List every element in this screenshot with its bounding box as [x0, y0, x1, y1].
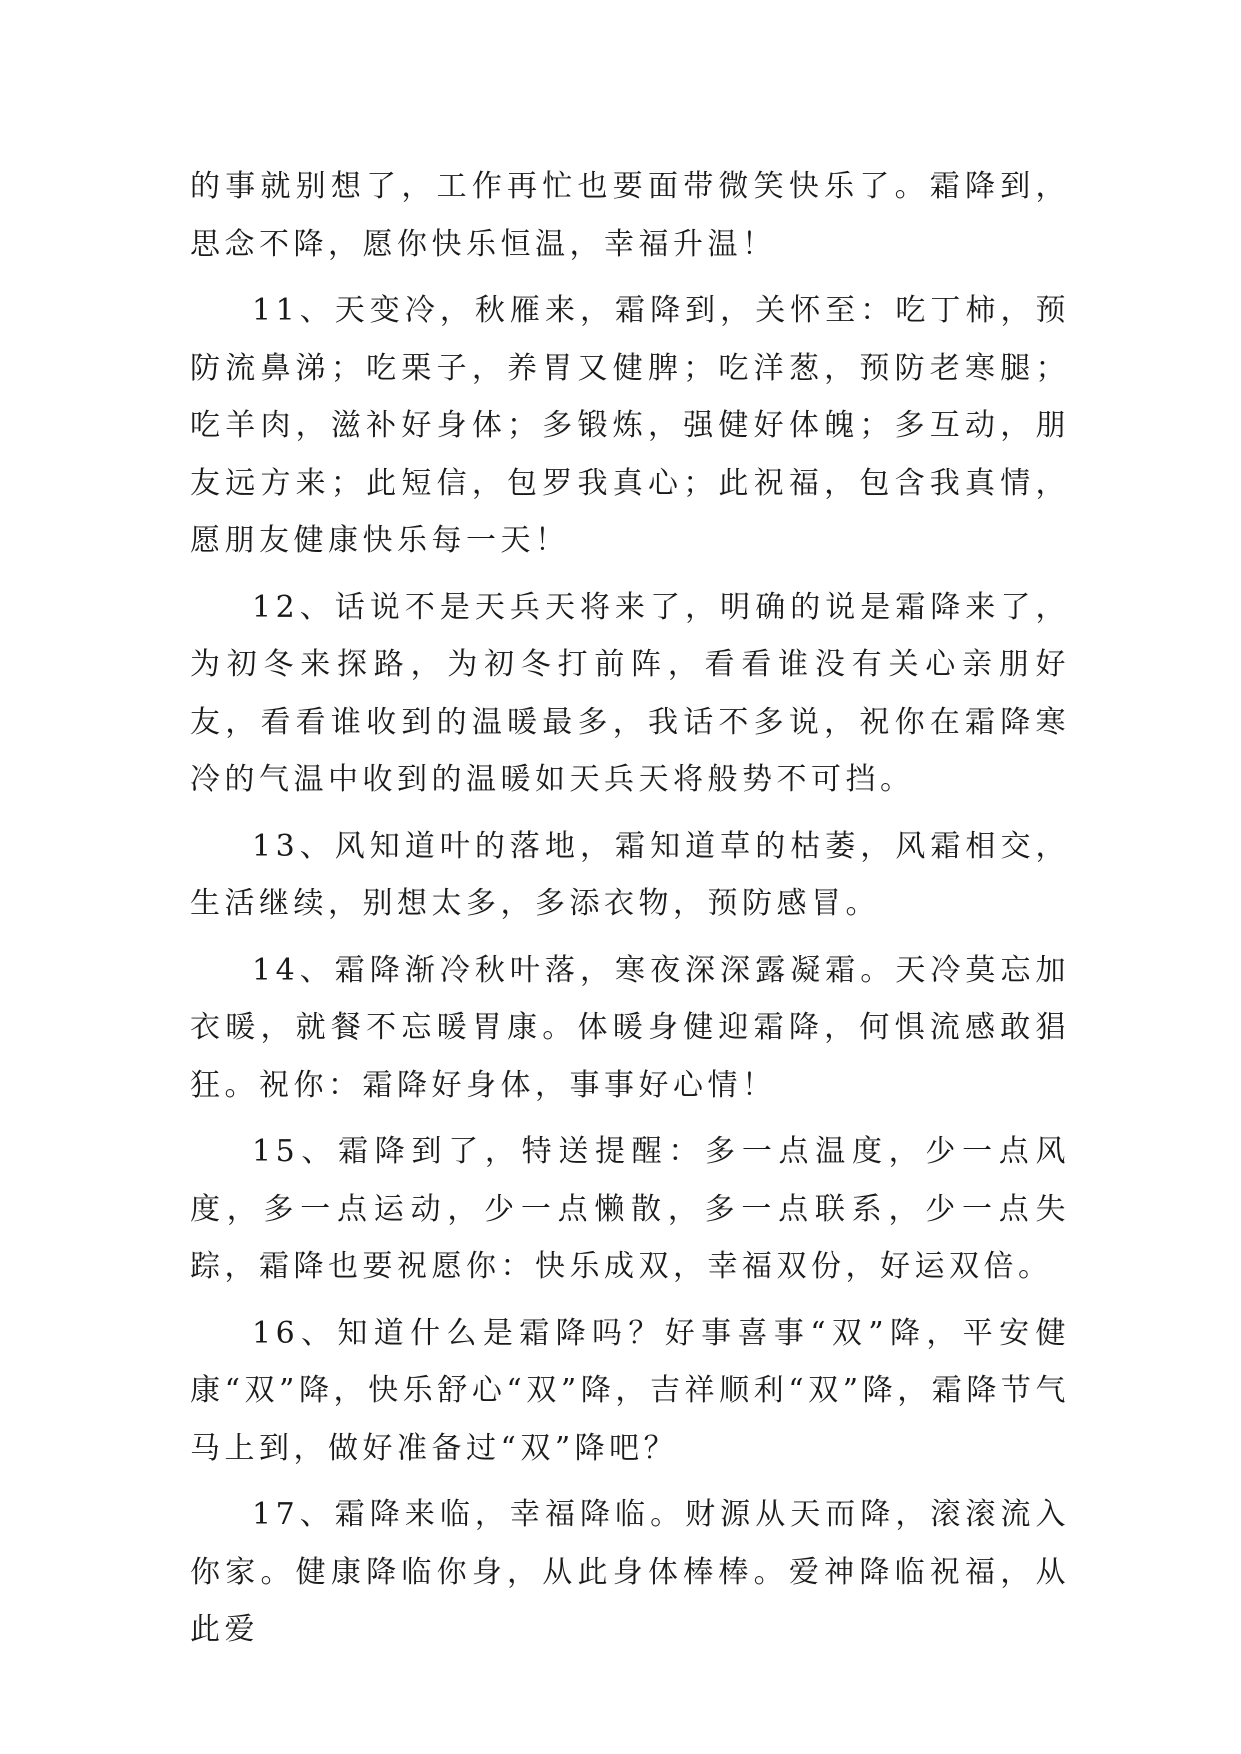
paragraph-17: 17、霜降来临，幸福降临。财源从天而降，滚滚流入你家。健康降临你身，从此身体棒棒。爱神降临祝福，从此爱	[190, 1497, 1070, 1647]
paragraph-13: 13、风知道叶的落地，霜知道草的枯萎，风霜相交，生活继续，别想太多，多添衣物，预防感冒。	[190, 828, 1070, 921]
paragraph-continuation: 的事就别想了，工作再忙也要面带微笑快乐了。霜降到，思念不降，愿你快乐恒温，幸福升温！	[190, 169, 1070, 262]
paragraph-11: 11、天变冷，秋雁来，霜降到，关怀至：吃丁柿，预防流鼻涕；吃栗子，养胃又健脾；吃洋葱，预防老寒腿；吃羊肉，滋补好身体；多锻炼，强健好体魄；多互动，朋友远方来；此短信，包罗我真心；此祝福，包含我真情，愿朋友健康快乐每一天！	[190, 293, 1070, 558]
paragraph-14: 14、霜降渐冷秋叶落，寒夜深深露凝霜。天冷莫忘加衣暖，就餐不忘暖胃康。体暖身健迎霜降，何惧流感敢猖狂。祝你：霜降好身体，事事好心情！	[190, 952, 1070, 1103]
paragraph-15: 15、霜降到了，特送提醒：多一点温度，少一点风度，多一点运动，少一点懒散，多一点联系，少一点失踪，霜降也要祝愿你：快乐成双，幸福双份，好运双倍。	[190, 1134, 1070, 1284]
body-text	[190, 158, 1070, 1659]
paragraph-16: 16、知道什么是霜降吗？好事喜事“双”降，平安健康“双”降，快乐舒心“双”降，吉祥顺利“双”降，霜降节气马上到，做好准备过“双”降吧？	[190, 1315, 1070, 1466]
paragraph-12: 12、话说不是天兵天将来了，明确的说是霜降来了，为初冬来探路，为初冬打前阵，看看谁没有关心亲朋好友，看看谁收到的温暖最多，我话不多说，祝你在霜降寒冷的气温中收到的温暖如天兵天将般势不可挡。	[190, 589, 1070, 797]
